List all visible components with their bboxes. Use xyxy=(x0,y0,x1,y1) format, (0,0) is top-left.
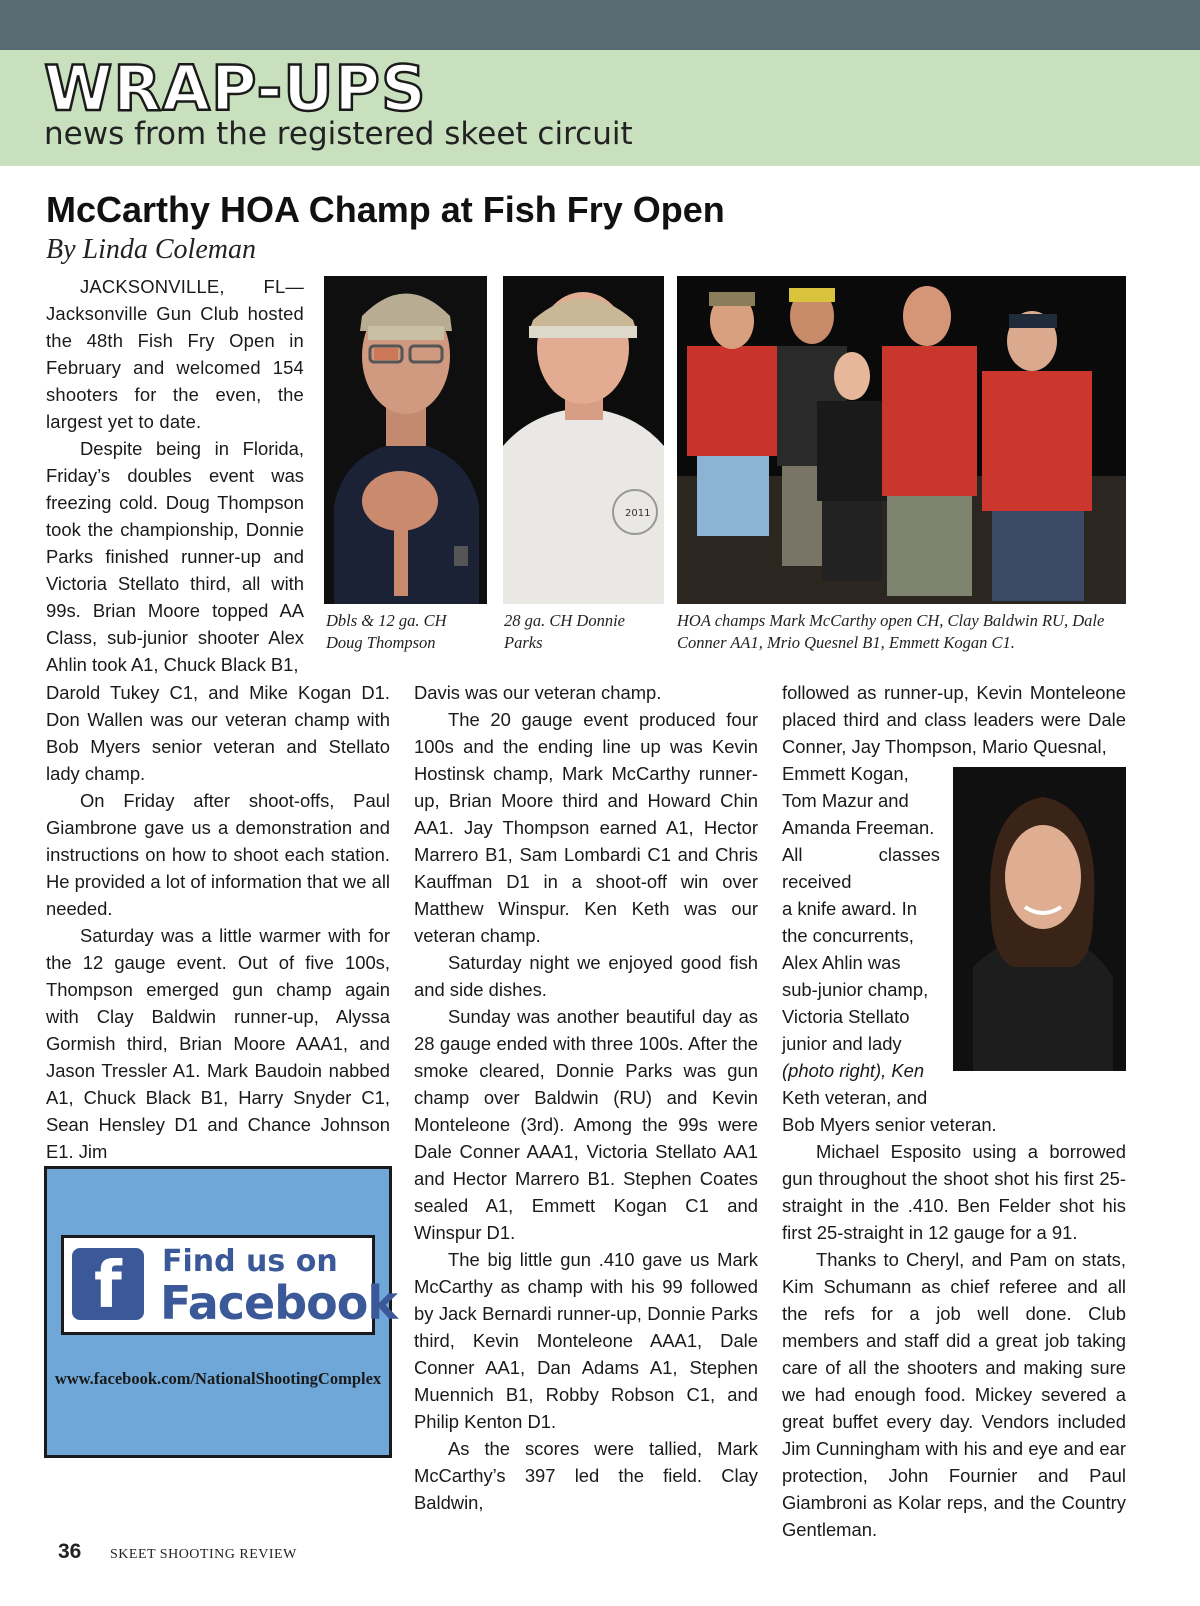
hat-badge-text: 2011 xyxy=(625,508,651,519)
paragraph: Saturday night we enjoyed good fish and side dishes. xyxy=(414,952,758,1000)
facebook-ad[interactable] xyxy=(44,1166,397,1458)
text-line: Emmett Kogan, xyxy=(782,763,909,784)
column-1-bottom xyxy=(46,679,390,1165)
column-1-top xyxy=(46,273,304,678)
portrait-illustration xyxy=(953,767,1126,1071)
facebook-wordmark: Facebook xyxy=(160,1276,397,1330)
section-title: WRAP-UPS xyxy=(44,52,427,125)
photo-hoa-champs xyxy=(677,276,1126,604)
text-line: a knife award. In xyxy=(782,898,917,919)
find-us-text: Find us on xyxy=(162,1244,338,1279)
portrait-illustration xyxy=(503,276,664,604)
text-line: sub-junior champ, xyxy=(782,979,929,1000)
paragraph: Sunday was another beautiful day as 28 gauge ended with three 100s. After the smoke cleared, Donnie Parks was gun champ over Baldwin (RU) and Kevin Monteleone (3rd). Among the 99s were Dale Conner AAA1, Victoria Stellato AA1 and Hector Marrero B1. Stephen Coates sealed A1, Emmett Kogan C1 and Winspur D1. xyxy=(414,1006,758,1243)
text-line: Tom Mazur and xyxy=(782,790,909,811)
column-2 xyxy=(414,679,758,1516)
caption-photo-3: HOA champs Mark McCarthy open CH, Clay Baldwin RU, Dale Conner AA1, Mrio Quesnel B1, Emmett Kogan C1. xyxy=(677,611,1105,652)
section-subtitle: news from the registered skeet circuit xyxy=(44,116,633,152)
text-line: (photo right), Ken xyxy=(782,1060,925,1081)
text-line: junior and lady xyxy=(782,1033,902,1054)
photo-victoria-stellato xyxy=(953,767,1126,1071)
text-line: All classes received xyxy=(782,844,940,892)
paragraph: JACKSONVILLE, FL—Jacksonville Gun Club hosted the 48th Fish Fry Open in February and welcomed 154 shooters for the even, the largest yet to date. xyxy=(46,276,304,432)
paragraph: The big little gun .410 gave us Mark McCarthy as champ with his 99 followed by Jack Bernardi runner-up, Donnie Parks third, Kevin Monteleone AAA1, Dale Conner AA1, Dan Adams A1, Stephen Muennich B1, Robby Robson C1, and Philip Kenton D1. xyxy=(414,1249,758,1432)
group-illustration xyxy=(677,276,1126,604)
paragraph: The 20 gauge event produced four 100s and the ending line up was Kevin Hostinsk champ, Mark McCarthy runner-up, Brian Moore third and Howard Chin AA1. Jay Thompson earned A1, Hector Marrero B1, Sam Lombardi C1 and Chris Kauffman D1 in a shoot-off win over Matthew Winspur. Ken Keth was our veteran champ. xyxy=(414,709,758,946)
article-headline: McCarthy HOA Champ at Fish Fry Open xyxy=(46,189,725,230)
caption-photo-2: 28 ga. CH Donnie Parks xyxy=(504,611,625,652)
text-line: Amanda Freeman. xyxy=(782,817,935,838)
paragraph: Bob Myers senior veteran. xyxy=(782,1114,997,1135)
paragraph: As the scores were tallied, Mark McCarthy’s 397 led the field. Clay Baldwin, xyxy=(414,1438,758,1513)
publication-name: SKEET SHOOTING REVIEW xyxy=(110,1547,297,1562)
paragraph: Michael Esposito using a borrowed gun throughout the shoot shot his first 25-straight in the .410. Ben Felder shot his first 25-straight in 12 gauge for a 91. xyxy=(782,1141,1126,1243)
facebook-url-link[interactable]: www.facebook.com/NationalShootingComplex xyxy=(54,1369,382,1388)
facebook-banner[interactable] xyxy=(61,1235,397,1335)
paragraph: On Friday after shoot-offs, Paul Giambrone gave us a demonstration and instructions on how to shoot each station. He provided a lot of information that we all needed. xyxy=(46,790,390,919)
paragraph: Saturday was a little warmer with for the 12 gauge event. Out of five 100s, Thompson emerged gun champ again with Clay Baldwin runner-up, Alyssa Gormish third, Brian Moore AAA1, and Jason Tressler A1. Mark Baudoin nabbed A1, Chuck Black B1, Harry Snyder C1, Sean Hensley D1 and Chance Johnson E1. Jim xyxy=(46,925,390,1162)
page-number: 36 xyxy=(58,1540,82,1563)
photo-doug-thompson xyxy=(324,276,487,604)
paragraph: Despite being in Florida, Friday’s doubles event was freezing cold. Doug Thompson took the championship, Donnie Parks finished runner-up and Victoria Stellato third, all with 99s. Brian Moore topped AA Class, sub-junior shooter Alex Ahlin took A1, Chuck Black B1, xyxy=(46,438,304,675)
paragraph: followed as runner-up, Kevin Monteleone placed third and class leaders were Dale Conner, Jay Thompson, Mario Quesnal, xyxy=(782,682,1126,757)
photo-donnie-parks xyxy=(503,276,664,604)
caption-photo-1: Dbls & 12 ga. CH Doug Thompson xyxy=(326,611,447,652)
paragraph: Davis was our veteran champ. xyxy=(414,682,662,703)
paragraph: Thanks to Cheryl, and Pam on stats, Kim Schumann as chief referee and all the refs for a job well done. Club members and staff did a great job taking care of all the shooters and making sure we had enough food. Mickey severed a great buffet every day. Vendors included Jim Cunningham with his and eye and ear protection, John Fournier and Paul Giambroni as Kolar reps, and the Country Gentleman. xyxy=(782,1249,1126,1540)
article-byline: By Linda Coleman xyxy=(46,234,256,265)
text-line: the concurrents, xyxy=(782,925,914,946)
text-line: Keth veteran, and xyxy=(782,1087,928,1108)
top-bar xyxy=(0,0,1200,50)
text-line: Alex Ahlin was xyxy=(782,952,901,973)
paragraph: Darold Tukey C1, and Mike Kogan D1. Don Wallen was our veteran champ with Bob Myers senior veteran and Stellato lady champ. xyxy=(46,682,390,784)
facebook-logo-letter: f xyxy=(94,1249,122,1323)
facebook-logo-icon xyxy=(72,1248,144,1323)
portrait-illustration xyxy=(324,276,487,604)
narrow-text-block xyxy=(782,760,940,1111)
text-line: Victoria Stellato xyxy=(782,1006,910,1027)
